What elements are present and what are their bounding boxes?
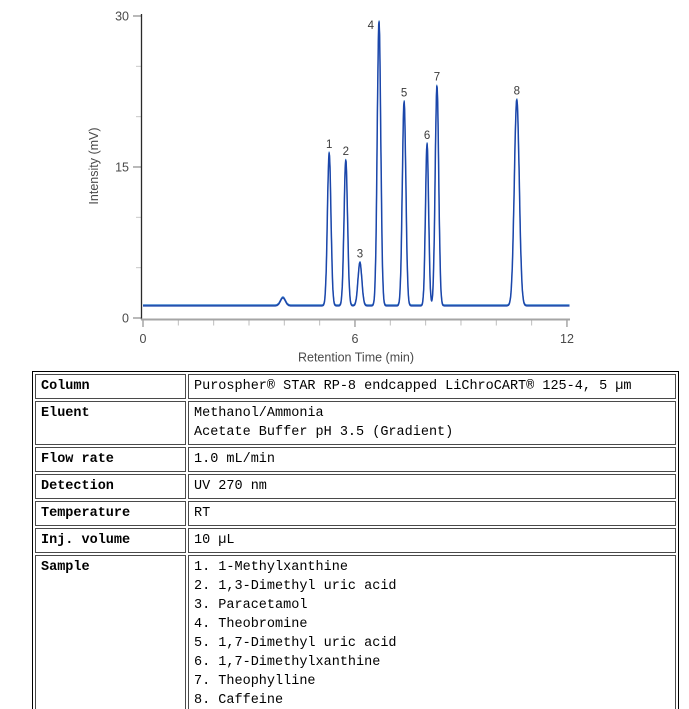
row-value-line: RT [194, 506, 211, 521]
row-value-line: 2. 1,3-Dimethyl uric acid [194, 579, 397, 594]
y-tick-label: 0 [122, 311, 129, 326]
chromatogram-trace [143, 22, 570, 306]
peak-label: 5 [400, 87, 408, 100]
row-value-line: Purospher® STAR RP-8 endcapped LiChroCART® 125-4, 5 µm [194, 379, 632, 394]
row-value-line: Acetate Buffer pH 3.5 (Gradient) [194, 425, 454, 440]
table-row [35, 555, 676, 709]
x-axis-title: Retention Time (min) [297, 350, 415, 365]
row-label: Inj. volume [35, 528, 186, 553]
peak-label: 2 [342, 145, 349, 158]
method-table-body [35, 374, 676, 709]
table-row [35, 501, 676, 526]
row-label: Temperature [35, 501, 186, 526]
row-value-line: 7. Theophylline [194, 674, 316, 689]
table-row [35, 474, 676, 499]
peak-label: 7 [433, 71, 441, 84]
row-label: Eluent [35, 401, 186, 445]
peak-label: 1 [325, 138, 333, 151]
row-label: Sample [35, 555, 186, 709]
peak-label: 8 [513, 85, 520, 98]
table-row [35, 528, 676, 553]
row-value-line: 8. Caffeine [194, 693, 284, 708]
peak-label: 3 [356, 248, 364, 261]
row-value [188, 447, 676, 472]
row-value-line: 3. Paracetamol [194, 598, 308, 613]
row-value [188, 474, 676, 499]
method-table [32, 371, 679, 709]
x-tick-label: 0 [139, 332, 147, 346]
row-value-line: 4. Theobromine [194, 617, 308, 632]
x-tick-label: 6 [351, 332, 359, 346]
row-value [188, 501, 676, 526]
peak-label: 6 [423, 129, 431, 142]
row-value [188, 374, 676, 399]
row-value-line: Methanol/Ammonia [194, 406, 324, 421]
row-label: Flow rate [35, 447, 186, 472]
table-row [35, 447, 676, 472]
row-value-line: 5. 1,7-Dimethyl uric acid [194, 636, 397, 651]
row-label: Detection [35, 474, 186, 499]
row-value [188, 401, 676, 445]
row-label: Column [35, 374, 186, 399]
table-row [35, 401, 676, 445]
row-value-line: 10 µL [194, 533, 235, 548]
table-row [35, 374, 676, 399]
y-tick-label: 15 [115, 160, 129, 175]
row-value [188, 528, 676, 553]
row-value [188, 555, 676, 709]
row-value-line: 1. 1-Methylxanthine [194, 560, 348, 575]
chromatogram-trace-secondary [143, 21, 570, 305]
y-axis-title: Intensity (mV) [87, 127, 101, 205]
row-value-line: 1.0 mL/min [194, 452, 276, 467]
y-tick-label: 30 [115, 9, 129, 24]
x-tick-label: 12 [560, 332, 574, 346]
row-value-line: 6. 1,7-Dimethylxanthine [194, 655, 381, 670]
row-value-line: UV 270 nm [194, 479, 267, 494]
peak-label: 4 [367, 20, 375, 33]
